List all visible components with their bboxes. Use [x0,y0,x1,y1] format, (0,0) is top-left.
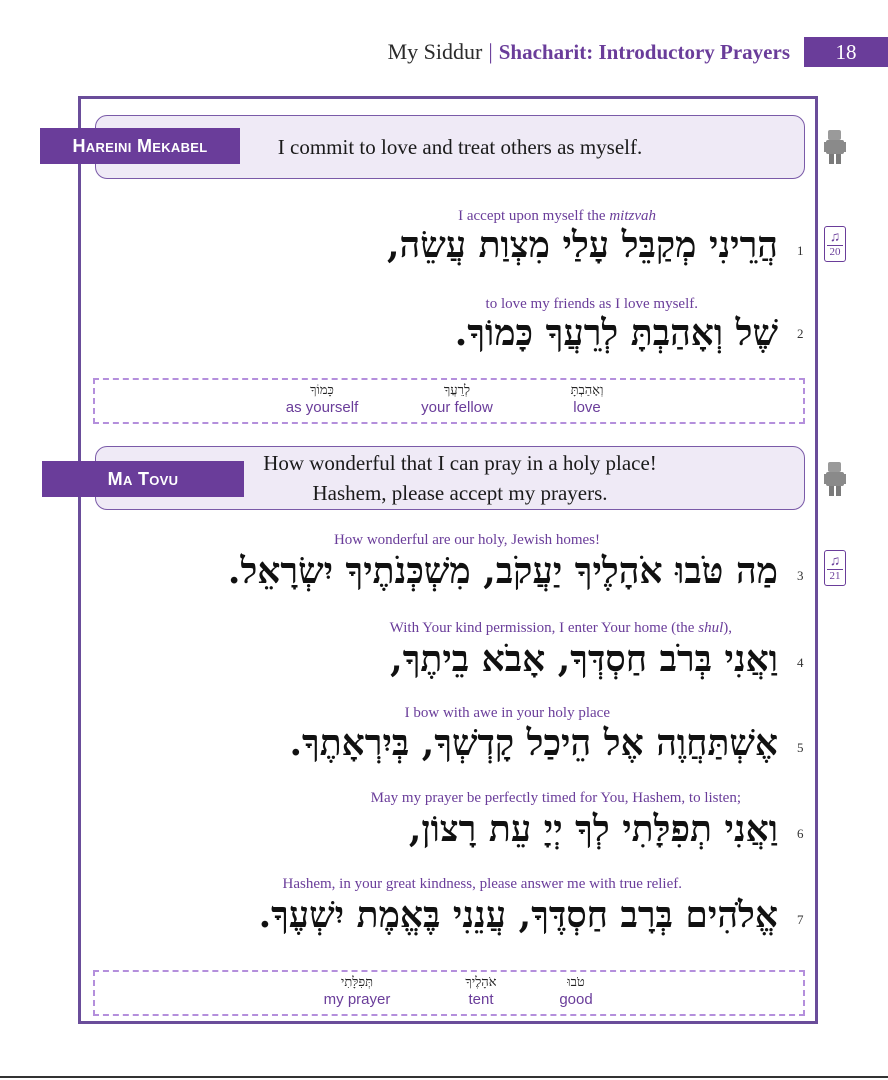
line-number: 6 [797,826,804,841]
english-text: I accept upon myself the [458,208,610,224]
english-italic: shul [698,620,724,636]
child-standing-icon [824,462,846,496]
book-title: My Siddur [387,39,483,64]
music-track-number: 20 [827,245,843,258]
vocab-hebrew: לְרֵעֲךָ [443,383,471,398]
header-separator: | [488,39,493,64]
music-note-icon: ♫ [829,553,841,569]
verse-3-hebrew: מַה טֹּבוּ אֹהָלֶיךָ יַעֲקֹב, מִשְׁכְּנֹתֶיךָ יִשְׂרָאֵל. [227,550,778,592]
verse-4-english [390,620,732,637]
verse-4-hebrew: וַאֲנִי בְּרֹב חַסְדְּךָ, אָבֹא בֵיתֶךָ, [390,638,778,680]
vocab-hebrew: אֹהָלֶיךָ [465,975,497,990]
vocab-english: love [573,399,601,416]
music-note-icon: ♫ [829,229,841,245]
verse-5-english: I bow with awe in your holy place [404,705,610,721]
verse-5-hebrew: אֶשְׁתַּחֲוֶה אֶל הֵיכַל קָדְשְׁךָ, בְּיִרְאָתֶךָ. [289,722,778,764]
line-number: 1 [797,243,804,258]
vocab-word [571,383,604,417]
vocab-word [286,383,359,417]
page-number: 18 [804,37,888,67]
verse-2-english: to love my friends as I love myself. [485,296,698,312]
verse-3-english: How wonderful are our holy, Jewish homes! [333,532,600,548]
vocab-word [559,975,592,1009]
verse-7-hebrew: אֱלֹהִים בְּרָב חַסְדֶּךָ, עֲנֵנִי בֶּאֱמֶת יִשְׁעֶךָ. [258,894,778,936]
verse-7-english: Hashem, in your great kindness, please answer me with true relief. [282,876,682,892]
verse-6-hebrew: וַאֲנִי תְפִלָּתִי לְךָ יְיָ עֵת רָצוֹן, [408,808,778,850]
vocab-box [93,970,805,1016]
banner-line: Hashem, please accept my prayers. [312,481,608,505]
banner-line: How wonderful that I can pray in a holy place! [263,451,657,475]
verse-6-english: May my prayer be perfectly timed for You, Hashem, to listen; [370,790,741,806]
line-number: 5 [797,740,804,755]
music-reference-button[interactable] [824,550,846,586]
verse-2-hebrew: שֶׁל וְאָהַבְתָּ לְרֵעֲךָ כָּמוֹךָ. [454,312,778,354]
vocab-box [93,378,805,424]
vocab-english: good [559,991,593,1008]
vocab-word [421,383,493,417]
child-standing-icon [824,130,846,164]
vocab-hebrew: וְאָהַבְתָּ [570,383,604,398]
vocab-english: as yourself [285,399,359,416]
vocab-english: your fellow [421,399,493,416]
line-number: 2 [797,326,804,341]
verse-1-hebrew: הֲרֵינִי מְקַבֵּל עָלַי מִצְוַת עֲשֵׂה, [386,224,778,266]
vocab-hebrew: טֹבוּ [567,975,585,990]
vocab-english: my prayer [323,991,391,1008]
verse-1-english [458,208,656,225]
vocab-hebrew: כָּמוֹךָ [310,383,334,398]
section-tag-hareini-mekabel: Hareini Mekabel [40,128,240,164]
banner-line: I commit to love and treat others as myself. [277,135,643,159]
music-reference-button[interactable] [824,226,846,262]
vocab-hebrew: תְּפִלָּתִי [340,975,374,990]
english-italic: mitzvah [609,208,656,224]
vocab-word [465,975,496,1009]
line-number: 4 [797,655,804,670]
section-title: Shacharit: Introductory Prayers [498,39,790,64]
music-track-number: 21 [827,569,843,582]
line-number: 7 [797,912,804,927]
vocab-word [324,975,391,1009]
english-text: With Your kind permission, I enter Your home (the [389,620,699,636]
page-bottom-rule [0,1076,888,1078]
line-number: 3 [797,568,804,583]
english-text: ), [723,620,732,636]
vocab-english: tent [468,991,494,1008]
page-header [388,36,888,68]
section-tag-ma-tovu: Ma Tovu [42,461,244,497]
